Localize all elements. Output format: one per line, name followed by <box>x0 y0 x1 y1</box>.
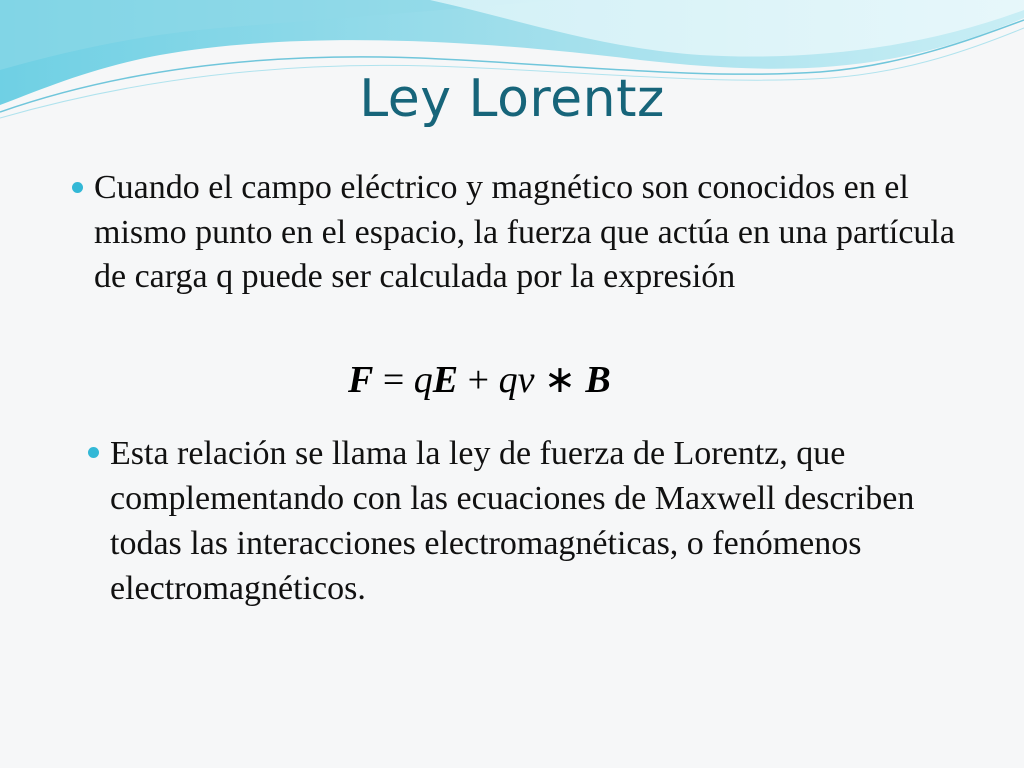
formula-charge-velocity-symbol: qv <box>498 359 535 401</box>
formula-force-symbol: F <box>348 359 374 401</box>
bullet-dot-icon <box>88 447 99 458</box>
formula-plus: + <box>458 359 499 401</box>
lorentz-force-formula <box>348 356 648 404</box>
formula-charge-symbol: q <box>413 359 433 401</box>
formula-times: ∗ <box>534 359 586 401</box>
bullet-dot-icon <box>72 182 83 193</box>
formula-magnetic-field-symbol: B <box>585 359 611 401</box>
bullet-point-1 <box>94 166 974 300</box>
bullet-point-2 <box>110 431 990 611</box>
bullet-text-1: Cuando el campo eléctrico y magnético son conocidos en el mismo punto en el espacio, la fuerza que actúa en una partícula de carga q puede ser calculada por la expresión <box>94 169 955 295</box>
formula-equals: = <box>373 359 414 401</box>
bullet-text-2: Esta relación se llama la ley de fuerza de Lorentz, que complementando con las ecuaciones de Maxwell describen todas las interacciones electromagnéticas, o fenómenos electromagnéticos. <box>110 435 915 607</box>
formula-electric-field-symbol: E <box>432 359 459 401</box>
slide-title: Ley Lorentz <box>359 69 665 129</box>
